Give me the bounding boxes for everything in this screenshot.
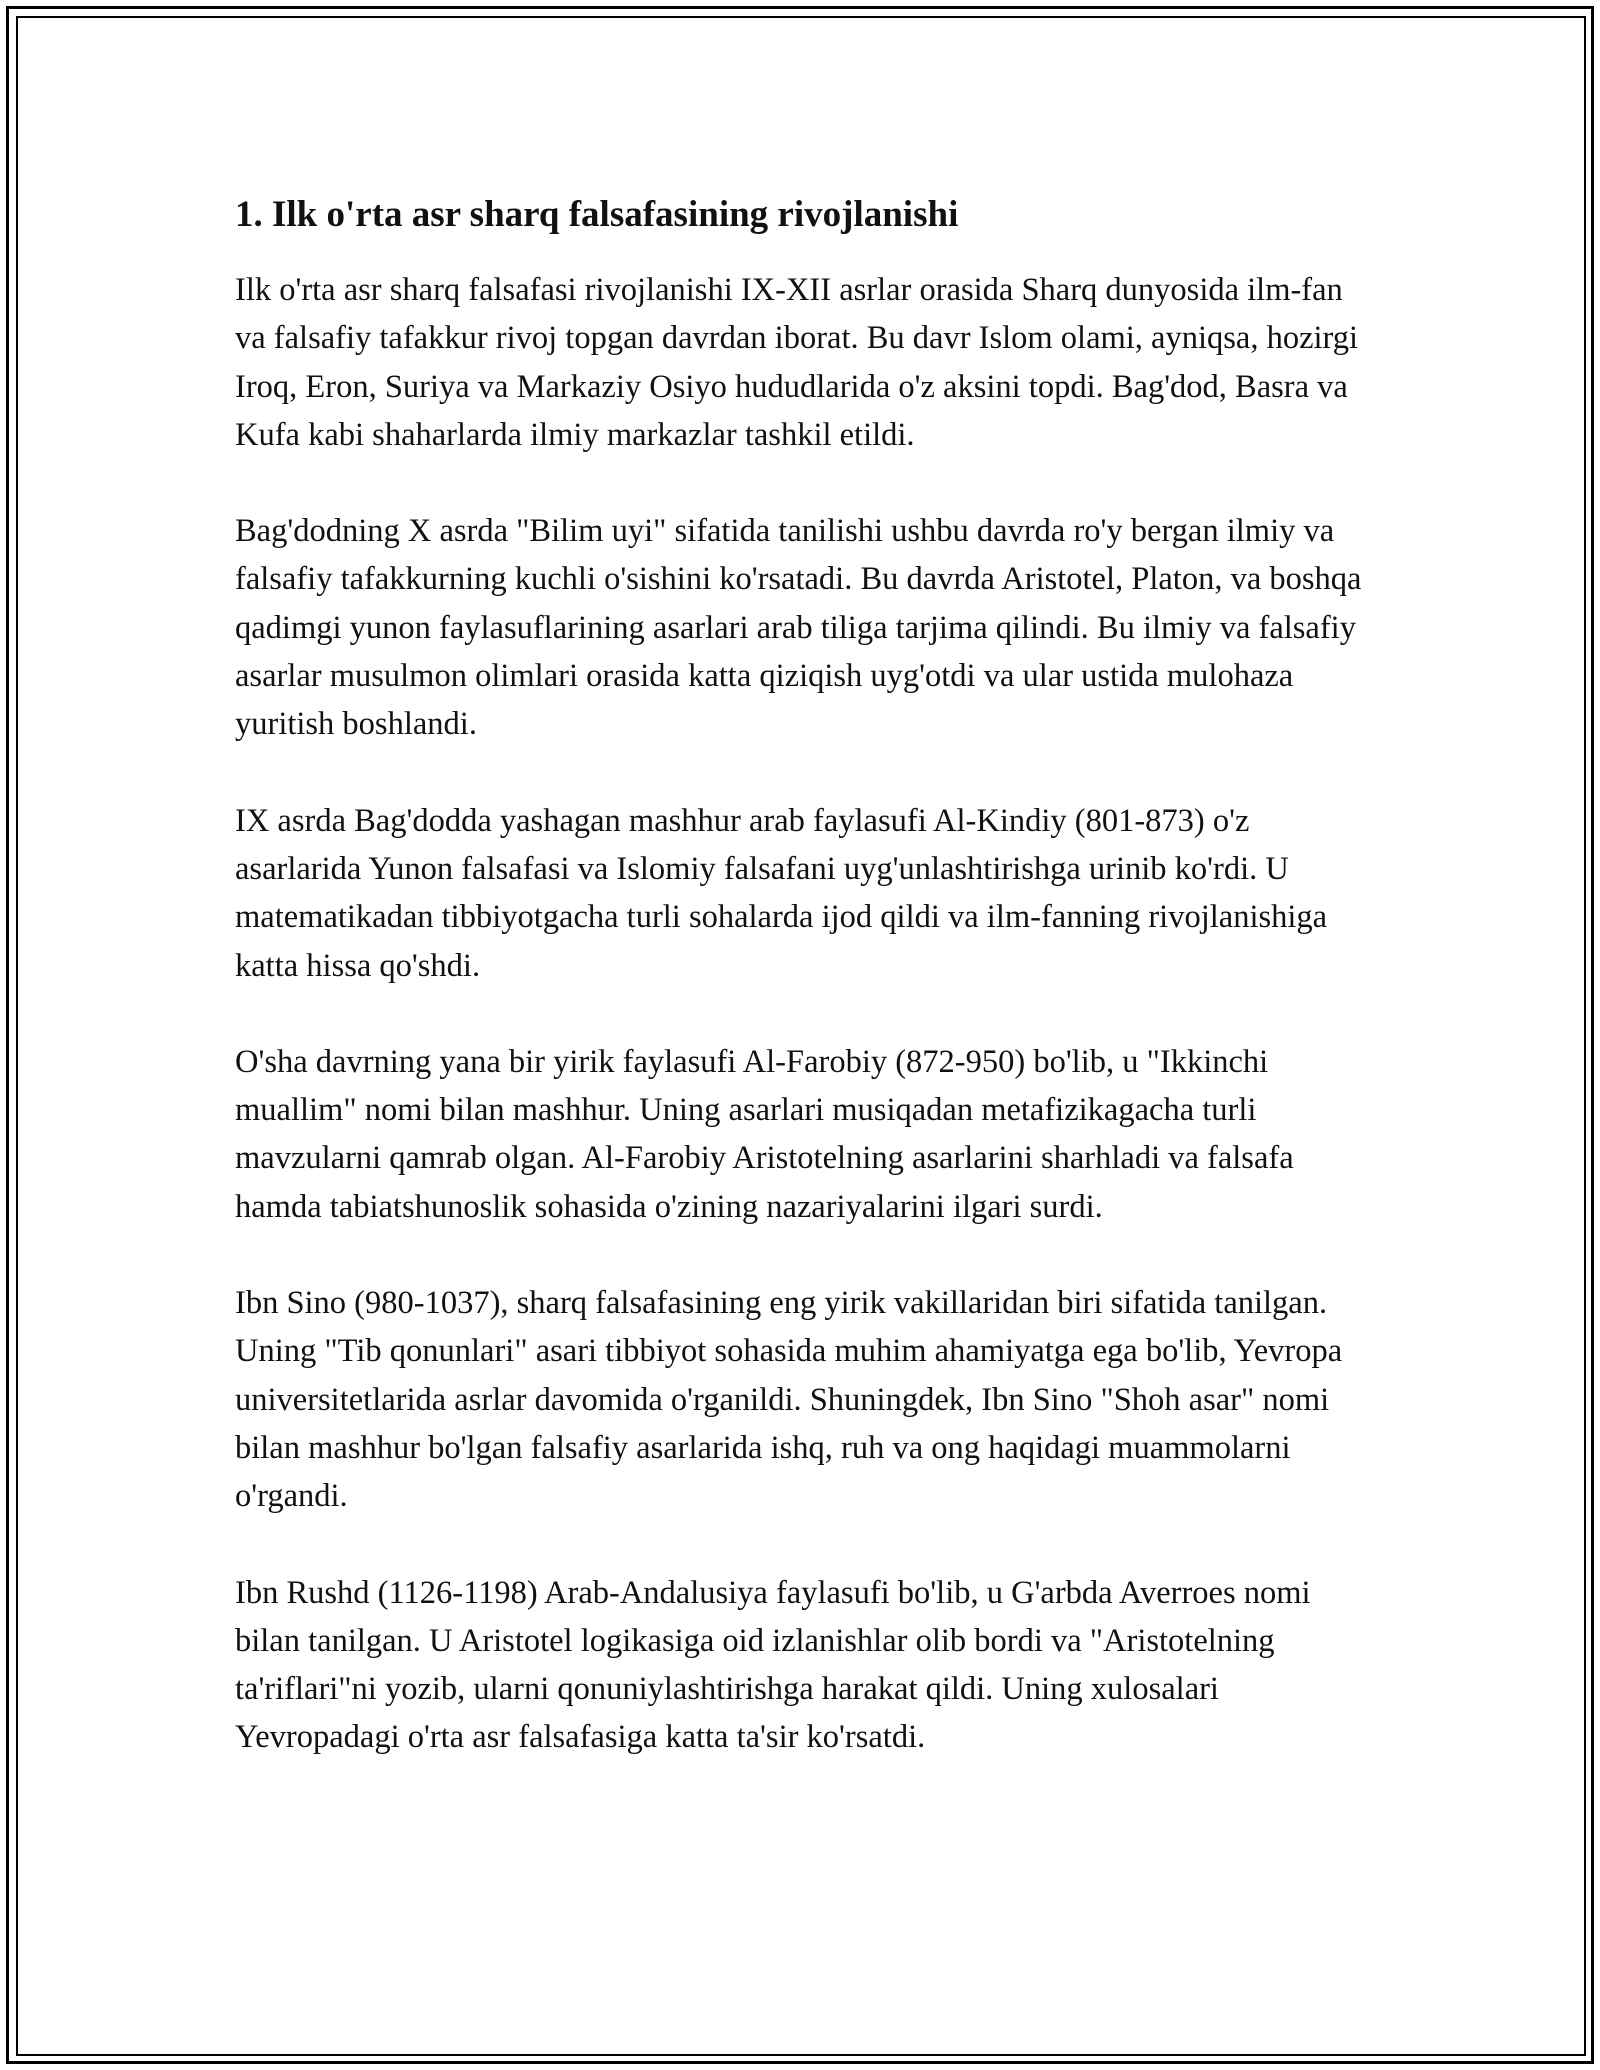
paragraph-intro: Ilk o'rta asr sharq falsafasi rivojlanishi IX-XII asrlar orasida Sharq dunyosida ilm-fan va falsafiy tafakkur rivoj topgan davrdan iborat. Bu davr Islom olami, ayniqsa, hozirgi Iroq, Eron, Suriya va Markaziy Osiyo hududlarida o'z aksini topdi. Bag'dod, Basra va Kufa kabi shaharlarda ilmiy markazlar tashkil etildi. (235, 272, 1359, 453)
section-heading: 1. Ilk o'rta asr sharq falsafasining rivojlanishi (235, 194, 959, 235)
document-body (235, 188, 1375, 1810)
paragraph-al-farabi: O'sha davrning yana bir yirik faylasufi Al-Farobiy (872-950) bo'lib, u "Ikkinchi muallim" nomi bilan mashhur. Uning asarlari musiqadan metafizikagacha turli mavzularni qamrab olgan. Al-Farobiy Aristotelning asarlarini sharhladi va falsafa hamda tabiatshunoslik sohasida o'zining nazariyalarini ilgari surdi. (235, 1043, 1294, 1225)
paragraph-baghdad: Bag'dodning X asrda "Bilim uyi" sifatida tanilishi ushbu davrda ro'y bergan ilmiy va falsafiy tafakkurning kuchli o'sishini ko'rsatadi. Bu davrda Aristotel, Platon, va boshqa qadimgi yunon faylasuflarining asarlari arab tiliga tarjima qilindi. Bu ilmiy va falsafiy asarlar musulmon olimlari orasida katta qiziqish uyg'otdi va ular ustida mulohaza yuritish boshlandi. (235, 513, 1362, 743)
paragraph-al-kindi: IX asrda Bag'dodda yashagan mashhur arab faylasufi Al-Kindiy (801-873) o'z asarlarida Yunon falsafasi va Islomiy falsafani uyg'unlashtirishga urinib ko'rdi. U matematikadan tibbiyotgacha turli sohalarda ijod qildi va ilm-fanning rivojlanishiga katta hissa qo'shdi. (235, 802, 1328, 984)
paragraph-ibn-rushd: Ibn Rushd (1126-1198) Arab-Andalusiya faylasufi bo'lib, u G'arbda Averroes nomi bilan tanilgan. U Aristotel logikasiga oid izlanishlar olib bordi va "Aristotelning ta'riflari"ni yozib, ularni qonuniylashtirishga harakat qildi. Uning xulosalari Yevropadagi o'rta asr falsafasiga katta ta'sir ko'rsatdi. (235, 1574, 1311, 1756)
paragraph-ibn-sino: Ibn Sino (980-1037), sharq falsafasining eng yirik vakillaridan biri sifatida tanilgan. Uning "Tib qonunlari" asari tibbiyot sohasida muhim ahamiyatga ega bo'lib, Yevropa universitetlarida asrlar davomida o'rganildi. Shuningdek, Ibn Sino "Shoh asar" nomi bilan mashhur bo'lgan falsafiy asarlarida ishq, ruh va ong haqidagi muammolarni o'rgandi. (235, 1285, 1343, 1515)
